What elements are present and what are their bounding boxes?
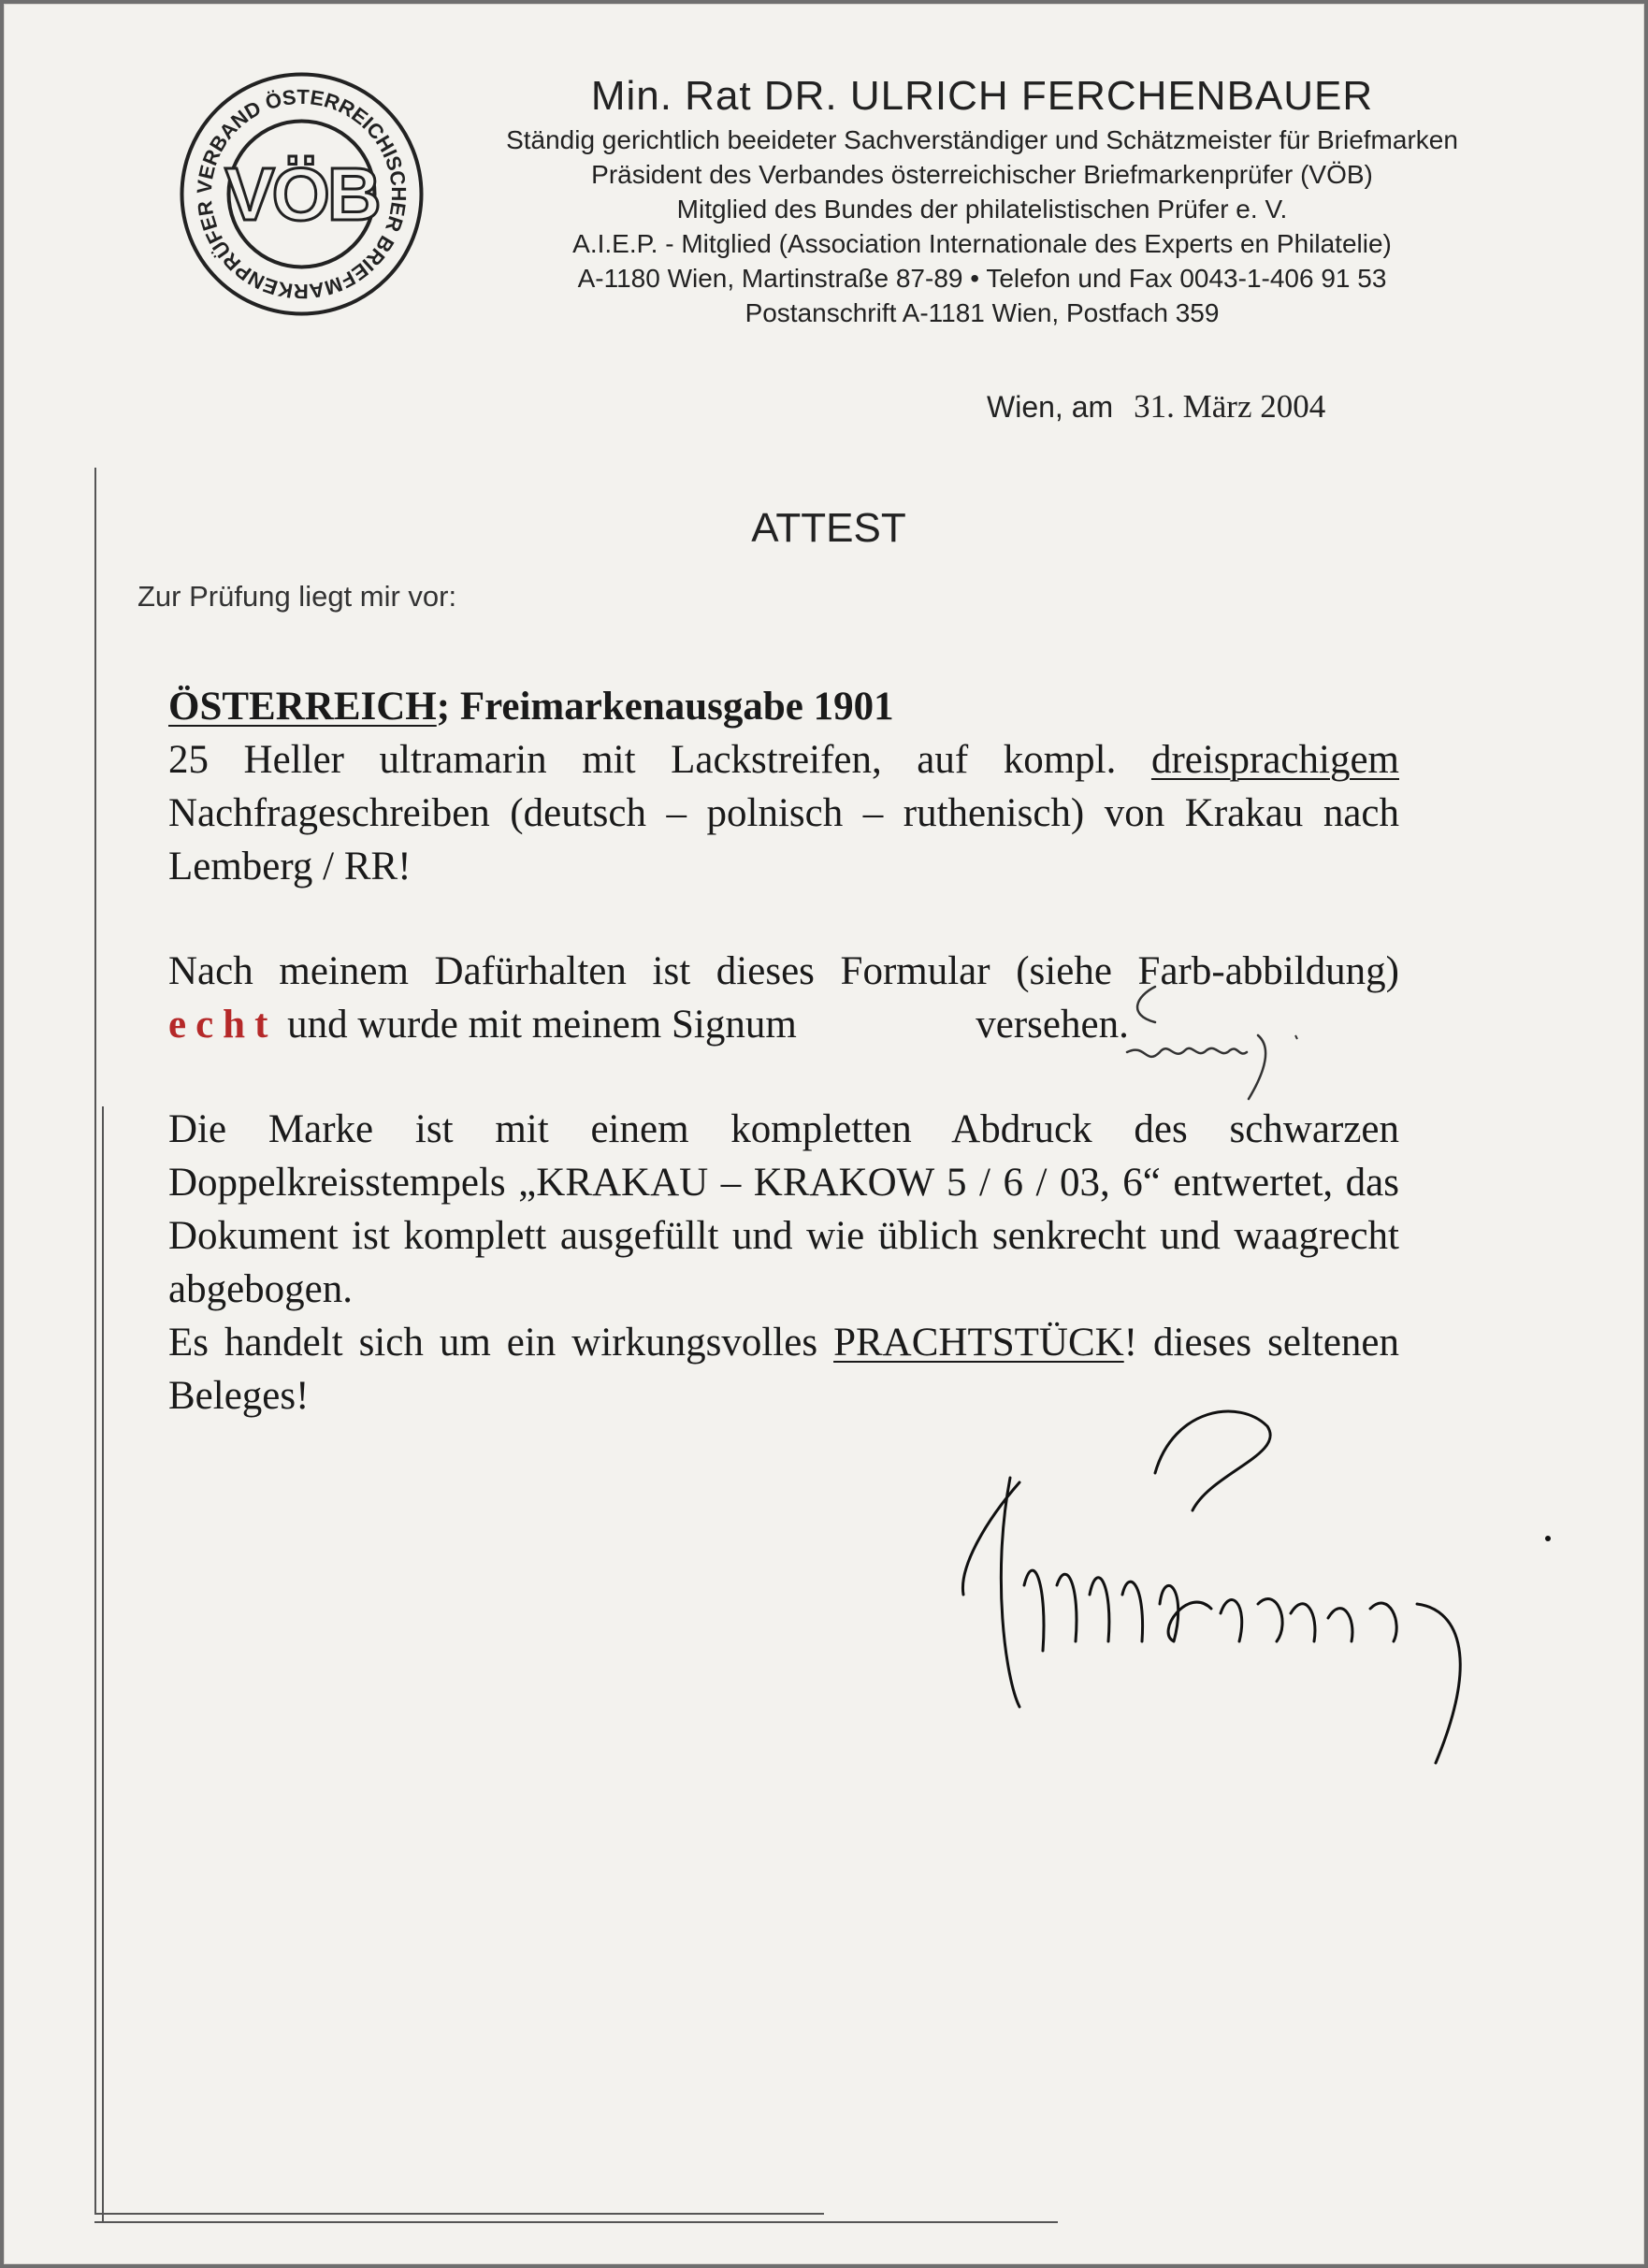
letterhead-line: Mitglied des Bundes der philatelistischen Prüfer e. V.	[676, 195, 1288, 224]
signum-mark	[1118, 977, 1314, 1108]
letterhead-line: Ständig gerichtlich beeideter Sachverständiger und Schätzmeister für Briefmarken	[506, 125, 1458, 154]
prachtstueck-term: PRACHTSTÜCK	[833, 1321, 1124, 1365]
verdict-genuine: echt	[168, 1003, 278, 1047]
svg-text:VÖB: VÖB	[224, 152, 379, 236]
expert-name: Min. Rat DR. ULRICH FERCHENBAUER	[590, 73, 1374, 119]
certificate-page	[4, 4, 1644, 2264]
frame-line-horizontal	[94, 2213, 824, 2215]
letterhead-line: Präsident des Verbandes österreichischer Briefmarkenprüfer (VÖB)	[591, 160, 1373, 189]
letterhead-line: A.I.E.P. - Mitglied (Association Internationale des Experts en Philatelie)	[572, 229, 1392, 258]
letterhead	[444, 70, 1520, 330]
item-heading	[168, 680, 1399, 733]
document-title: ATTEST	[751, 505, 906, 551]
letterhead-line: A-1180 Wien, Martinstraße 87-89 • Telefon und Fax 0043-1-406 91 53	[577, 264, 1387, 293]
issue-name: ; Freimarkenausgabe 1901	[436, 685, 894, 729]
letterhead-line: Postanschrift A-1181 Wien, Postfach 359	[744, 298, 1220, 327]
date-line	[987, 388, 1380, 426]
date-value: 31. März 2004	[1134, 388, 1326, 425]
frame-line-vertical-inner	[102, 1106, 104, 2222]
handwritten-signature	[931, 1370, 1585, 1782]
frame-line-horizontal-long	[94, 2221, 1058, 2223]
svg-text:VERBAND ÖSTERREICHISCHER BRIEF: VERBAND ÖSTERREICHISCHER BRIEFMARKENPRÜFER	[192, 84, 412, 304]
opinion-paragraph: Nach meinem Dafürhalten ist dieses Formular (siehe Farb-abbildung) echt und wurde mit meinem Signum versehen.	[168, 949, 1399, 1047]
voeb-seal-logo	[178, 70, 426, 318]
country-name: ÖSTERREICH	[168, 685, 437, 729]
frame-line-vertical	[94, 468, 96, 2213]
conclusion-paragraph: Es handelt sich um ein wirkungsvolles PRACHTSTÜCK! dieses seltenen Beleges!	[168, 1321, 1399, 1418]
item-description: 25 Heller ultramarin mit Lackstreifen, auf kompl. dreisprachigem Nachfrageschreiben (deutsch – polnisch – ruthenisch) von Krakau nach Lemberg / RR!	[168, 738, 1399, 888]
trilingual-term: dreisprachigem	[1150, 738, 1399, 782]
date-label: Wien, am	[987, 390, 1114, 424]
intro-text: Zur Prüfung liegt mir vor:	[137, 580, 457, 613]
details-paragraph: Die Marke ist mit einem kompletten Abdruck des schwarzen Doppelkreisstempels „KRAKAU – KRAKOW 5 / 6 / 03, 6“ entwertet, das Dokument ist komplett ausgefüllt und wie üblich senkrecht und waagrecht abgebogen.	[168, 1107, 1399, 1311]
